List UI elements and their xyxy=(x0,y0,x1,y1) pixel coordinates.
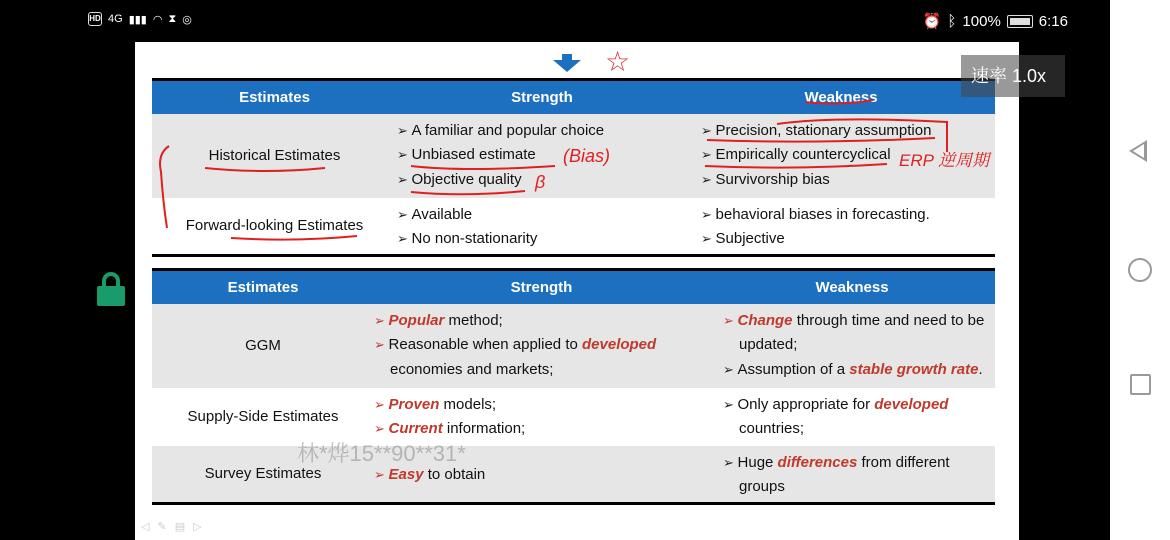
lock-body xyxy=(97,286,125,306)
list-item: ➢ Unbiased estimate xyxy=(397,143,687,168)
header-estimates: Estimates xyxy=(152,80,397,114)
menu-icon[interactable]: ▤ xyxy=(174,521,186,533)
next-icon[interactable]: ▷ xyxy=(193,521,202,533)
header-strength: Strength xyxy=(374,270,709,304)
list-item xyxy=(374,309,709,334)
text: to obtain xyxy=(423,465,486,483)
list-item xyxy=(374,333,709,358)
ink-note-bias: (Bias) xyxy=(563,146,611,166)
emphasis: Easy xyxy=(388,465,424,483)
list-item xyxy=(723,309,995,334)
playback-speed[interactable]: 速率 1.0x xyxy=(961,55,1065,97)
status-right xyxy=(923,12,1068,30)
weakness-cell xyxy=(709,388,995,446)
list-item: ➢ Objective quality xyxy=(397,168,687,193)
table-row xyxy=(152,446,995,504)
battery-percent: 100% xyxy=(962,12,1001,30)
text: Only appropriate for xyxy=(737,395,875,413)
header-weakness: Weakness xyxy=(687,80,995,114)
bluetooth-icon: ᛒ xyxy=(947,12,957,30)
table-row xyxy=(152,304,995,388)
strength-list xyxy=(374,393,709,442)
app-icon: ◎ xyxy=(182,13,192,26)
continuation: economies and markets; xyxy=(390,360,554,378)
weakness-list xyxy=(701,203,995,252)
row-label: Forward-looking Estimates xyxy=(185,217,364,235)
signal-icon: ▮▮▮ xyxy=(128,13,147,26)
weakness-cell xyxy=(687,198,995,256)
weakness-cell xyxy=(709,446,995,504)
table-row xyxy=(152,198,995,256)
text: Reasonable when applied to xyxy=(388,336,582,353)
back-button[interactable] xyxy=(1129,140,1147,162)
list-item: ➢ Survivorship bias xyxy=(701,168,995,193)
emphasis: differences xyxy=(777,453,858,471)
weakness-list xyxy=(723,309,995,334)
row-label: GGM xyxy=(152,304,374,388)
list-item xyxy=(374,393,709,418)
pen-icon[interactable]: ✎ xyxy=(157,521,167,533)
list-item xyxy=(723,451,995,476)
clock-time: 6:16 xyxy=(1038,12,1068,30)
row-label: Supply-Side Estimates xyxy=(187,408,339,425)
recents-button[interactable] xyxy=(1130,374,1151,395)
text: information; xyxy=(442,420,526,437)
row-label: Historical Estimates xyxy=(152,114,397,198)
strength-list xyxy=(374,309,709,358)
weakness-list xyxy=(723,393,995,418)
ink-note-beta: β xyxy=(535,172,546,192)
text: from different xyxy=(857,453,950,471)
list-item xyxy=(723,393,995,418)
hourglass-icon: ⧗ xyxy=(168,12,177,25)
text: method; xyxy=(444,311,503,329)
list-item: ➢ behavioral biases in forecasting. xyxy=(701,203,995,228)
battery-icon xyxy=(1007,15,1033,28)
text: Huge xyxy=(737,453,778,471)
list-item: ➢ No non-stationarity xyxy=(397,227,687,252)
ink-note-erp: ERP 逆周期 xyxy=(899,151,990,170)
network-label: 4G xyxy=(108,13,123,25)
lock-icon[interactable] xyxy=(97,272,125,306)
estimates-table-1 xyxy=(152,78,995,257)
wifi-icon: ◠ xyxy=(152,13,163,26)
header-strength: Strength xyxy=(397,80,687,114)
text: Assumption of a xyxy=(737,360,850,378)
emphasis: Popular xyxy=(388,311,445,329)
header-estimates: Estimates xyxy=(152,270,374,304)
emphasis: Proven xyxy=(388,395,440,413)
status-left xyxy=(88,12,192,26)
home-button[interactable] xyxy=(1128,258,1152,282)
emphasis: Current xyxy=(388,420,443,437)
alarm-icon: ⏰ xyxy=(922,13,942,30)
arrow-down-icon xyxy=(553,54,581,72)
continuation: countries; xyxy=(739,420,805,437)
strength-cell xyxy=(374,304,709,388)
weakness-cell xyxy=(709,304,995,388)
watermark: 林*烨15**90**31* xyxy=(297,441,466,466)
list-item: ➢ Precision, stationary assumption xyxy=(701,119,995,144)
strength-list xyxy=(397,203,687,252)
emphasis: stable growth rate xyxy=(849,360,979,378)
navigation-bar xyxy=(1110,0,1170,540)
list-item: ➢ Empirically countercyclical xyxy=(701,143,995,168)
emphasis: developed xyxy=(582,336,657,353)
continuation: groups xyxy=(739,478,785,495)
list-item: ➢ Subjective xyxy=(701,227,995,252)
strength-cell xyxy=(397,198,687,256)
hd-icon: HD xyxy=(88,12,102,26)
estimates-table-2 xyxy=(152,268,995,505)
table-header xyxy=(152,270,995,304)
emphasis: developed xyxy=(874,395,949,413)
text: . xyxy=(978,360,983,378)
weakness-list xyxy=(723,451,995,476)
weakness-list xyxy=(723,358,995,383)
table-row xyxy=(152,388,995,446)
text: models; xyxy=(439,395,497,413)
list-item: ➢ Available xyxy=(397,203,687,228)
status-bar xyxy=(0,0,1110,42)
continuation: updated; xyxy=(739,336,798,353)
list-item xyxy=(723,358,995,383)
slide xyxy=(135,42,1019,540)
prev-icon[interactable]: ◁ xyxy=(141,521,150,533)
row-label: Survey Estimates xyxy=(152,446,374,504)
header-weakness: Weakness xyxy=(709,270,995,304)
slide-toolbar xyxy=(141,520,202,533)
table-header xyxy=(152,80,995,114)
emphasis: Change xyxy=(737,311,793,329)
list-item: ➢ A familiar and popular choice xyxy=(397,119,687,144)
text: through time and need to be xyxy=(792,311,985,329)
star-icon: ☆ xyxy=(605,46,631,77)
